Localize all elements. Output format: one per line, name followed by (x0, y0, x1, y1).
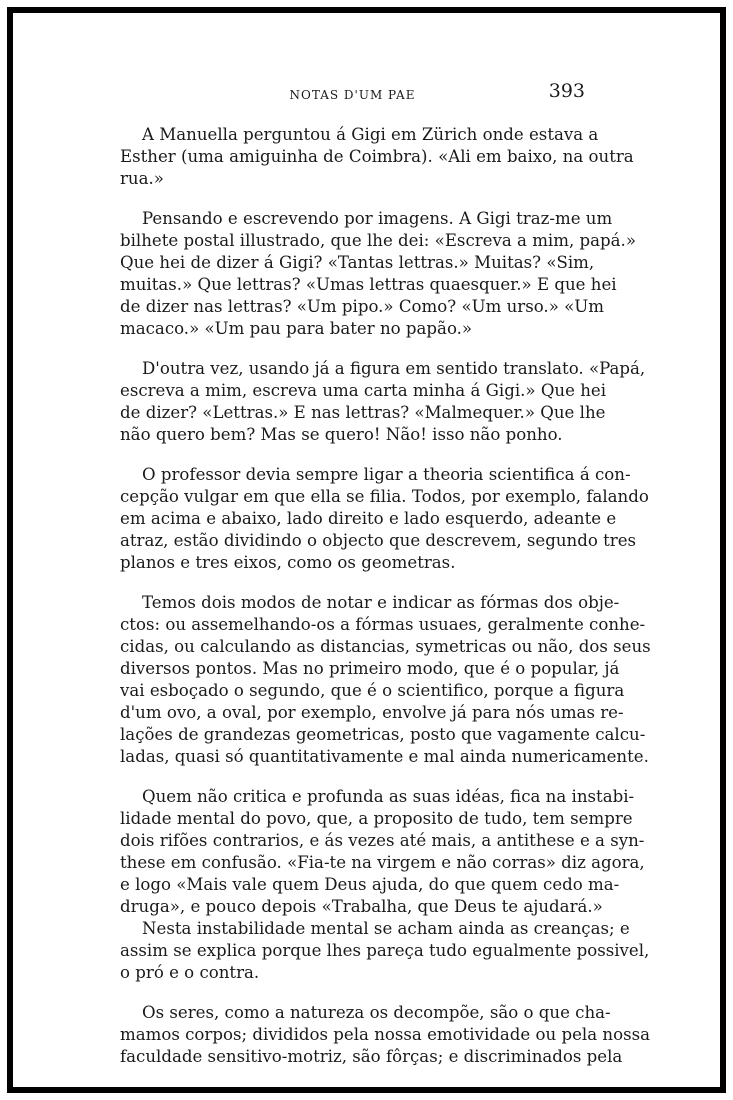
text-line: faculdade sensitivo-motriz, são fôrças; e discriminados pela (120, 1047, 623, 1066)
paragraph (120, 592, 651, 768)
text-line: Pensando e escrevendo por imagens. A Gigi traz-me um (142, 209, 613, 228)
paragraph (120, 1002, 650, 1068)
text-line: Quem não critica e profunda as suas idéas, fica na instabi- (142, 787, 635, 806)
text-line: mamos corpos; divididos pela nossa emotividade ou pela nossa (120, 1025, 650, 1044)
text-line: Que hei de dizer á Gigi? «Tantas lettras.» Muitas? «Sim, (120, 253, 595, 272)
paragraph (120, 124, 634, 190)
text-line: cidas, ou calculando as distancias, symetricas ou não, dos seus (120, 637, 651, 656)
text-line: O professor devia sempre ligar a theoria scientifica á con- (142, 465, 631, 484)
text-line: dois rifões contrarios, e ás vezes até mais, a antithese e a syn- (120, 831, 645, 850)
text-line: de dizer nas lettras? «Um pipo.» Como? «Um urso.» «Um (120, 297, 604, 316)
text-line: não quero bem? Mas se quero! Não! isso não ponho. (120, 425, 563, 444)
text-line: bilhete postal illustrado, que lhe dei: «Escreva a mim, papá.» (120, 231, 636, 250)
paragraph (120, 208, 636, 340)
text-line: diversos pontos. Mas no primeiro modo, que é o popular, já (120, 659, 620, 678)
text-line: D'outra vez, usando já a figura em sentido translato. «Papá, (142, 359, 646, 378)
text-line: lidade mental do povo, que, a proposito de tudo, tem sempre (120, 809, 633, 828)
text-line: A Manuella perguntou á Gigi em Zürich onde estava a (142, 125, 599, 144)
text-line: macaco.» «Um pau para bater no papão.» (120, 319, 473, 338)
text-line: Os seres, como a natureza os decompõe, são o que cha- (142, 1003, 611, 1022)
text-line: Esther (uma amiguinha de Coimbra). «Ali em baixo, na outra (120, 147, 634, 166)
page-header (120, 80, 585, 108)
text-line: d'um ovo, a oval, por exemplo, envolve já para nós umas re- (120, 703, 624, 722)
text-line: em acima e abaixo, lado direito e lado esquerdo, adeante e (120, 509, 617, 528)
text-line: o pró e o contra. (120, 963, 260, 982)
text-line: planos e tres eixos, como os geometras. (120, 553, 456, 572)
running-head: NOTAS D'UM PAE (289, 88, 416, 102)
text-line: atraz, estão dividindo o objecto que descrevem, segundo tres (120, 531, 637, 550)
text-line: lações de grandezas geometricas, posto que vagamente calcu- (120, 725, 646, 744)
page-number: 393 (548, 80, 585, 102)
paragraph (120, 786, 650, 984)
text-line: Temos dois modos de notar e indicar as fórmas dos obje- (142, 593, 620, 612)
text-line: ctos: ou assemelhando-os a fórmas usuaes, geralmente conhe- (120, 615, 646, 634)
text-line: muitas.» Que lettras? «Umas lettras quaesquer.» E que hei (120, 275, 617, 294)
paragraph (120, 358, 646, 446)
text-line: druga», e pouco depois «Trabalha, que Deus te ajudará.» (120, 897, 603, 916)
text-line: ladas, quasi só quantitativamente e mal ainda numericamente. (120, 747, 649, 766)
text-line: vai esboçado o segundo, que é o scientifico, porque a figura (120, 681, 625, 700)
text-line: Nesta instabilidade mental se acham ainda as creanças; e (142, 919, 630, 938)
text-line: assim se explica porque lhes pareça tudo egualmente possivel, (120, 941, 650, 960)
text-line: cepção vulgar em que ella se filia. Todos, por exemplo, falando (120, 487, 649, 506)
page-body (120, 124, 651, 1086)
text-line: these em confusão. «Fia-te na virgem e não corras» diz agora, (120, 853, 645, 872)
text-line: de dizer? «Lettras.» E nas lettras? «Malmequer.» Que lhe (120, 403, 606, 422)
text-line: escreva a mim, escreva uma carta minha á Gigi.» Que hei (120, 381, 607, 400)
paragraph (120, 464, 649, 574)
text-line: rua.» (120, 169, 164, 188)
text-line: e logo «Mais vale quem Deus ajuda, do que quem cedo ma- (120, 875, 620, 894)
